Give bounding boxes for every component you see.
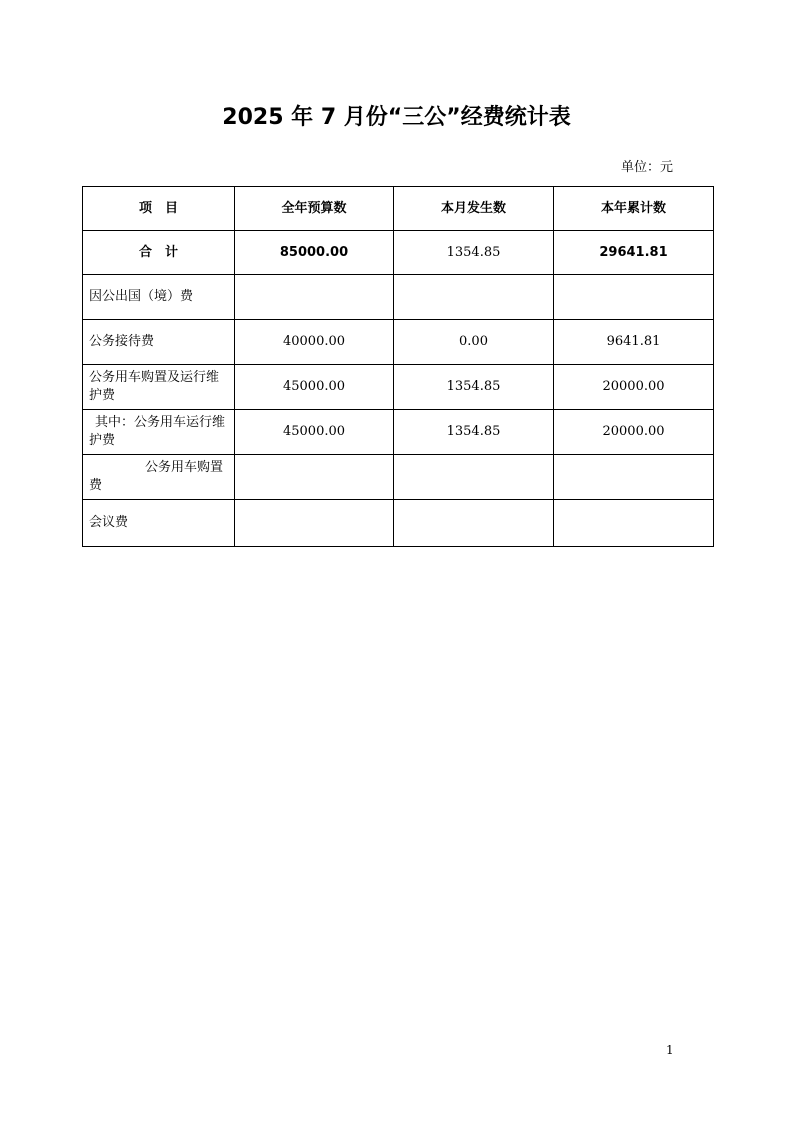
table-row: [83, 275, 714, 320]
header-item: 项 目: [83, 187, 235, 231]
budget-cell: [235, 455, 394, 500]
cumulative-cell: [554, 455, 714, 500]
month-cell: [394, 455, 554, 500]
total-month: 1354.85: [394, 231, 554, 275]
item-label: 公务用车购置费: [83, 455, 235, 500]
table-header-row: [83, 187, 714, 231]
budget-cell: 45000.00: [235, 410, 394, 455]
unit-label: 单位：元: [620, 160, 673, 175]
table-row: [83, 320, 714, 365]
item-label: 因公出国（境）费: [83, 275, 235, 320]
table-row: [83, 500, 714, 547]
table-row: [83, 410, 714, 455]
cumulative-cell: [554, 500, 714, 547]
page-number: 1: [666, 1043, 674, 1057]
total-label: 合 计: [83, 231, 235, 275]
cumulative-cell: [554, 275, 714, 320]
month-cell: 1354.85: [394, 365, 554, 410]
header-cumulative: 本年累计数: [554, 187, 714, 231]
table-row: [83, 455, 714, 500]
budget-cell: [235, 500, 394, 547]
cumulative-cell: 20000.00: [554, 365, 714, 410]
month-cell: [394, 275, 554, 320]
cumulative-cell: 20000.00: [554, 410, 714, 455]
expense-table: [82, 186, 714, 547]
item-label: 公务用车购置及运行维护费: [83, 365, 235, 410]
budget-cell: 40000.00: [235, 320, 394, 365]
item-label: 会议费: [83, 500, 235, 547]
month-cell: [394, 500, 554, 547]
page-title: 2025 年 7 月份“三公”经费统计表: [222, 105, 571, 130]
table-row: [83, 365, 714, 410]
table-row-total: [83, 231, 714, 275]
item-label: 公务接待费: [83, 320, 235, 365]
header-month: 本月发生数: [394, 187, 554, 231]
header-budget: 全年预算数: [235, 187, 394, 231]
cumulative-cell: 9641.81: [554, 320, 714, 365]
month-cell: 0.00: [394, 320, 554, 365]
budget-cell: [235, 275, 394, 320]
total-budget: 85000.00: [235, 231, 394, 275]
item-label: 其中：公务用车运行维护费: [83, 410, 235, 455]
budget-cell: 45000.00: [235, 365, 394, 410]
total-cumulative: 29641.81: [554, 231, 714, 275]
month-cell: 1354.85: [394, 410, 554, 455]
